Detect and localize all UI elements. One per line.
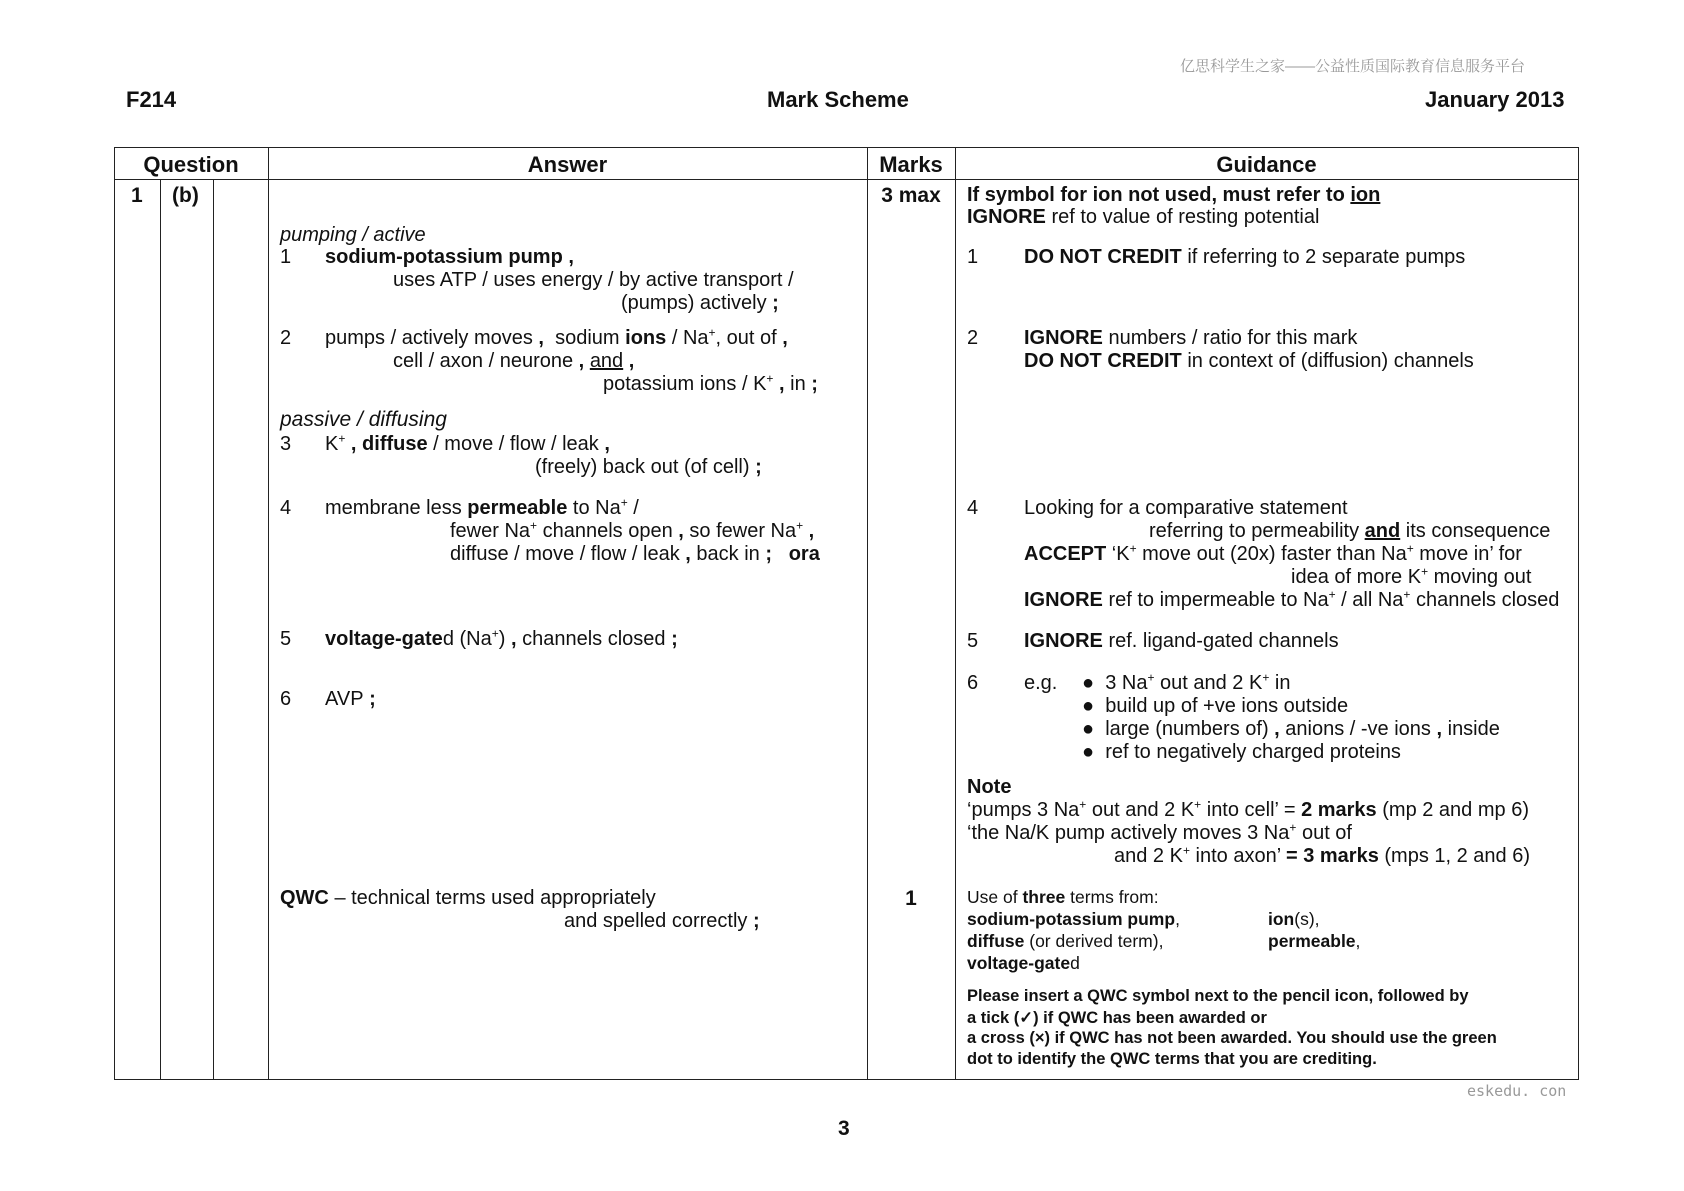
answer-point-2-num: 2 xyxy=(280,327,292,349)
qwc-instruction-1: Please insert a QWC symbol next to the pencil icon, followed by xyxy=(967,987,1469,1005)
answer-point-5: voltage-gated (Na+) , channels closed ; xyxy=(325,626,678,650)
guidance-6-bullet-2: ● build up of +ve ions outside xyxy=(1082,695,1349,717)
note-line-2: ‘the Na/K pump actively moves 3 Na+ out of xyxy=(967,820,1352,844)
marks-qwc: 1 xyxy=(905,887,917,910)
page-number: 3 xyxy=(838,1117,850,1140)
document-title: Mark Scheme xyxy=(767,87,909,112)
guidance-1: DO NOT CREDIT if referring to 2 separate pumps xyxy=(1024,246,1466,268)
qwc-term-3: diffuse (or derived term), xyxy=(967,931,1164,951)
answer-point-2: pumps / actively moves , sodium ions / Na+, out of , xyxy=(325,325,788,349)
paper-code: F214 xyxy=(126,87,177,112)
answer-point-3-num: 3 xyxy=(280,433,292,455)
guidance-2-num: 2 xyxy=(967,327,979,349)
qwc-instruction-3: a cross (×) if QWC has not been awarded. You should use the green xyxy=(967,1029,1497,1047)
guidance-4-line2: referring to permeability and its consequence xyxy=(1149,520,1551,542)
guidance-6-num: 6 xyxy=(967,672,979,694)
question-part: (b) xyxy=(172,184,199,207)
answer-point-2-line3: potassium ions / K+ , in ; xyxy=(603,371,818,395)
answer-point-4-line2: fewer Na+ channels open , so fewer Na+ , xyxy=(450,518,815,542)
answer-point-4: membrane less permeable to Na+ / xyxy=(325,495,639,519)
answer-point-1-line3: (pumps) actively ; xyxy=(621,292,779,314)
marks-main: 3 max xyxy=(881,184,941,207)
guidance-4-line5: IGNORE ref to impermeable to Na+ / all Na+ channels closed xyxy=(1024,587,1560,611)
answer-point-6: AVP ; xyxy=(325,688,376,710)
col-header-question: Question xyxy=(143,152,239,177)
watermark-top: 亿思科学生之家——公益性质国际教育信息服务平台 xyxy=(1180,58,1526,75)
answer-point-3-line2: (freely) back out (of cell) ; xyxy=(535,456,762,478)
guidance-5: IGNORE ref. ligand-gated channels xyxy=(1024,630,1339,652)
qwc-guidance-intro: Use of three terms from: xyxy=(967,887,1159,907)
guidance-2-line1: IGNORE numbers / ratio for this mark xyxy=(1024,327,1358,349)
answer-point-1: sodium-potassium pump , xyxy=(325,246,574,268)
answer-point-3: K+ , diffuse / move / flow / leak , xyxy=(325,431,610,455)
answer-point-1-num: 1 xyxy=(280,246,292,268)
answer-point-6-num: 6 xyxy=(280,688,292,710)
qwc-term-1: sodium-potassium pump, xyxy=(967,909,1180,929)
qwc-term-5: voltage-gated xyxy=(967,953,1080,973)
guidance-4-line4: idea of more K+ moving out xyxy=(1291,564,1532,588)
guidance-4-num: 4 xyxy=(967,497,979,519)
guidance-intro-1: If symbol for ion not used, must refer to ion xyxy=(967,184,1381,206)
guidance-4-line3: ACCEPT ‘K+ move out (20x) faster than Na+ move in’ for xyxy=(1024,541,1522,565)
guidance-6-bullet-1: ● 3 Na+ out and 2 K+ in xyxy=(1082,670,1291,694)
answer-point-1-line2: uses ATP / uses energy / by active transport / xyxy=(393,269,794,291)
guidance-4-line1: Looking for a comparative statement xyxy=(1024,497,1348,519)
question-number: 1 xyxy=(131,184,143,207)
col-header-answer: Answer xyxy=(527,152,608,177)
col-header-guidance: Guidance xyxy=(1216,152,1317,177)
answer-point-4-line3: diffuse / move / flow / leak , back in ; ora xyxy=(450,543,820,565)
watermark-bottom: eskedu. con xyxy=(1467,1082,1567,1100)
qwc-term-2: ion(s), xyxy=(1268,909,1320,929)
answer-qwc-line2: and spelled correctly ; xyxy=(564,910,760,932)
pumping-heading: pumping / active xyxy=(280,224,426,246)
answer-point-2-line2: cell / axon / neurone , and , xyxy=(393,350,635,372)
qwc-instruction-4: dot to identify the QWC terms that you are crediting. xyxy=(967,1050,1377,1068)
guidance-2-line2: DO NOT CREDIT in context of (diffusion) channels xyxy=(1024,350,1474,372)
answer-point-4-num: 4 xyxy=(280,497,292,519)
qwc-term-4: permeable, xyxy=(1268,931,1361,951)
guidance-6-bullet-4: ● ref to negatively charged proteins xyxy=(1082,741,1401,763)
qwc-instruction-2: a tick (✓) if QWC has been awarded or xyxy=(967,1009,1267,1027)
note-line-1: ‘pumps 3 Na+ out and 2 K+ into cell’ = 2 marks (mp 2 and mp 6) xyxy=(967,797,1529,821)
guidance-intro-2: IGNORE ref to value of resting potential xyxy=(967,206,1320,228)
exam-date: January 2013 xyxy=(1425,87,1565,112)
guidance-5-num: 5 xyxy=(967,630,979,652)
note-title: Note xyxy=(967,776,1012,798)
guidance-1-num: 1 xyxy=(967,246,979,268)
answer-point-5-num: 5 xyxy=(280,628,292,650)
guidance-6-bullet-3: ● large (numbers of) , anions / -ve ions , inside xyxy=(1082,718,1500,740)
answer-qwc: QWC – technical terms used appropriately xyxy=(280,887,656,909)
guidance-6-eg: e.g. xyxy=(1024,672,1058,694)
col-header-marks: Marks xyxy=(879,152,943,177)
note-line-3: and 2 K+ into axon’ = 3 marks (mps 1, 2 and 6) xyxy=(1114,843,1531,867)
passive-heading: passive / diffusing xyxy=(280,408,447,431)
